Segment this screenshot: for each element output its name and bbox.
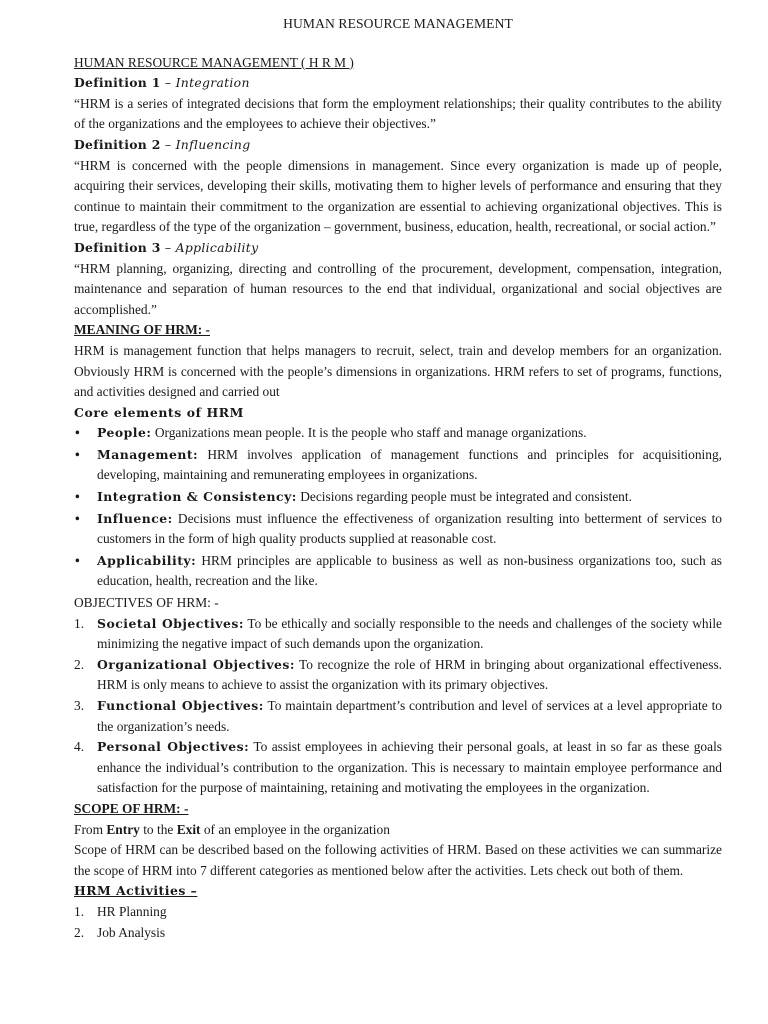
- core-item-text: Decisions must influence the effectiveness of organization resulting into betterment of services to customers in the form of high quality products supplied at reasonable cost.: [97, 510, 722, 547]
- list-item: [74, 423, 722, 444]
- core-item-text: HRM involves application of management functions and principles for acquisitioning, developing, maintaining and remunerating employees in organizations.: [97, 446, 722, 483]
- core-item-label: Influence:: [97, 510, 173, 526]
- activity-text: HR Planning: [97, 903, 167, 919]
- objective-label: Functional Objectives:: [97, 698, 264, 713]
- core-item-text: Decisions regarding people must be integrated and consistent.: [296, 489, 632, 505]
- core-item-label: People:: [97, 425, 152, 441]
- list-number: 3.: [74, 698, 85, 713]
- scope-entry-exit-line: [74, 820, 722, 841]
- bullet-icon: •: [75, 510, 80, 526]
- bullet-icon: •: [75, 446, 80, 462]
- list-item: [74, 614, 722, 655]
- list-item: [74, 902, 722, 923]
- list-number: 1.: [74, 615, 85, 631]
- definition-1-label: Definition 1: [74, 75, 161, 91]
- objective-label: Organizational Objectives:: [97, 656, 295, 672]
- objective-text: To maintain department’s contribution and level of services at a level appropriate to the organization’s needs.: [97, 698, 722, 734]
- activity-text: Job Analysis: [97, 924, 166, 940]
- definition-2-heading: [74, 135, 722, 156]
- list-number: 1.: [74, 903, 85, 919]
- objectives-list: [74, 614, 722, 799]
- definition-3-label: Definition 3: [74, 239, 161, 255]
- hrm-heading: HUMAN RESOURCE MANAGEMENT ( H R M ): [74, 54, 354, 70]
- document-page: [74, 14, 722, 943]
- objective-text: To recognize the role of HRM in bringing about organizational effectiveness. HRM is only means to achieve to assist the organization with its primary objectives.: [97, 656, 722, 693]
- list-item: [74, 923, 722, 944]
- definition-1-dash: –: [160, 75, 176, 91]
- activities-list: [74, 902, 722, 943]
- scope-to-text: to the: [139, 821, 177, 837]
- meaning-text: HRM is management function that helps managers to recruit, select, train and develop members for an organization. Obviously HRM is concerned with the people’s dimensions in organizations. HRM refers to set of programs, functions, and activities designed and carried out: [74, 342, 722, 400]
- definition-3-text: “HRM planning, organizing, directing and controlling of the procurement, development, compensation, integration, maintenance and separation of human resources to the end that individual, organizational and social objectives are accomplished.”: [74, 260, 722, 317]
- scope-from-text: From: [74, 821, 107, 837]
- meaning-heading: MEANING OF HRM: -: [74, 322, 210, 338]
- definition-2-label: Definition 2: [74, 136, 161, 152]
- definition-2-text: “HRM is concerned with the people dimensions in management. Since every organization is made up of people, acquiring their services, developing their skills, motivating them to higher levels of performance and ensuring that they continue to maintain their commitment to the organization are essential to achieving organizational objectives. This is true, regardless of the type of the organization – government, business, education, health, recreational, or social action.”: [74, 157, 722, 235]
- definition-1-heading: [74, 73, 722, 94]
- bullet-icon: •: [75, 552, 80, 568]
- definition-3-heading: [74, 238, 722, 259]
- definition-2-name: Influencing: [175, 136, 251, 152]
- scope-rest-text: of an employee in the organization: [200, 821, 390, 837]
- list-number: 4.: [74, 739, 85, 755]
- list-item: [74, 696, 722, 737]
- core-elements-heading: Core elements of HRM: [74, 404, 244, 420]
- core-item-text: Organizations mean people. It is the people who staff and manage organizations.: [151, 425, 587, 441]
- list-number: 2.: [74, 656, 85, 672]
- list-item: [74, 487, 722, 508]
- list-item: [74, 655, 722, 696]
- scope-text: Scope of HRM can be described based on the following activities of HRM. Based on these activities we can summarize the scope of HRM into 7 different categories as mentioned below after the activities. Lets check out both of them.: [74, 842, 722, 878]
- objective-label: Societal Objectives:: [97, 615, 244, 631]
- definition-2-dash: –: [160, 136, 176, 152]
- definition-3-dash: –: [160, 239, 176, 255]
- definition-3-name: Applicability: [175, 239, 259, 255]
- list-item: [74, 445, 722, 486]
- scope-heading: SCOPE OF HRM: -: [74, 800, 189, 816]
- core-item-label: Applicability:: [97, 552, 197, 568]
- scope-entry-word: Entry: [106, 821, 140, 837]
- objectives-heading: OBJECTIVES OF HRM: -: [74, 595, 219, 611]
- core-item-text: HRM principles are applicable to business as well as non-business organizations too, such as education, health, recreation and the like.: [97, 552, 722, 589]
- list-item: [74, 509, 722, 550]
- list-number: 2.: [74, 924, 85, 940]
- core-item-label: Integration & Consistency:: [97, 489, 297, 505]
- activities-heading: HRM Activities –: [74, 883, 198, 899]
- bullet-icon: •: [75, 489, 80, 505]
- page-title: HUMAN RESOURCE MANAGEMENT: [283, 16, 513, 31]
- bullet-icon: •: [75, 425, 80, 441]
- list-item: [74, 551, 722, 592]
- scope-exit-word: Exit: [176, 821, 201, 837]
- core-elements-list: [74, 423, 722, 592]
- objective-text: To assist employees in achieving their personal goals, at least in so far as these goals enhance the individual’s contribution to the organization. This is necessary to maintain employee performance and satisfaction for the purpose of maintaining, retaining and motivating the employees in the organization.: [97, 739, 723, 796]
- objective-text: To be ethically and socially responsible to the needs and challenges of the society while minimizing the negative impact of such demands upon the organization.: [97, 615, 722, 652]
- objective-label: Personal Objectives:: [97, 739, 250, 755]
- definition-1-name: Integration: [175, 75, 250, 91]
- list-item: [74, 737, 722, 799]
- core-item-label: Management:: [97, 446, 199, 462]
- definition-1-text: “HRM is a series of integrated decisions that form the employment relationships; their quality contributes to the ability of the organizations and the employees to achieve their objectives.”: [74, 95, 722, 132]
